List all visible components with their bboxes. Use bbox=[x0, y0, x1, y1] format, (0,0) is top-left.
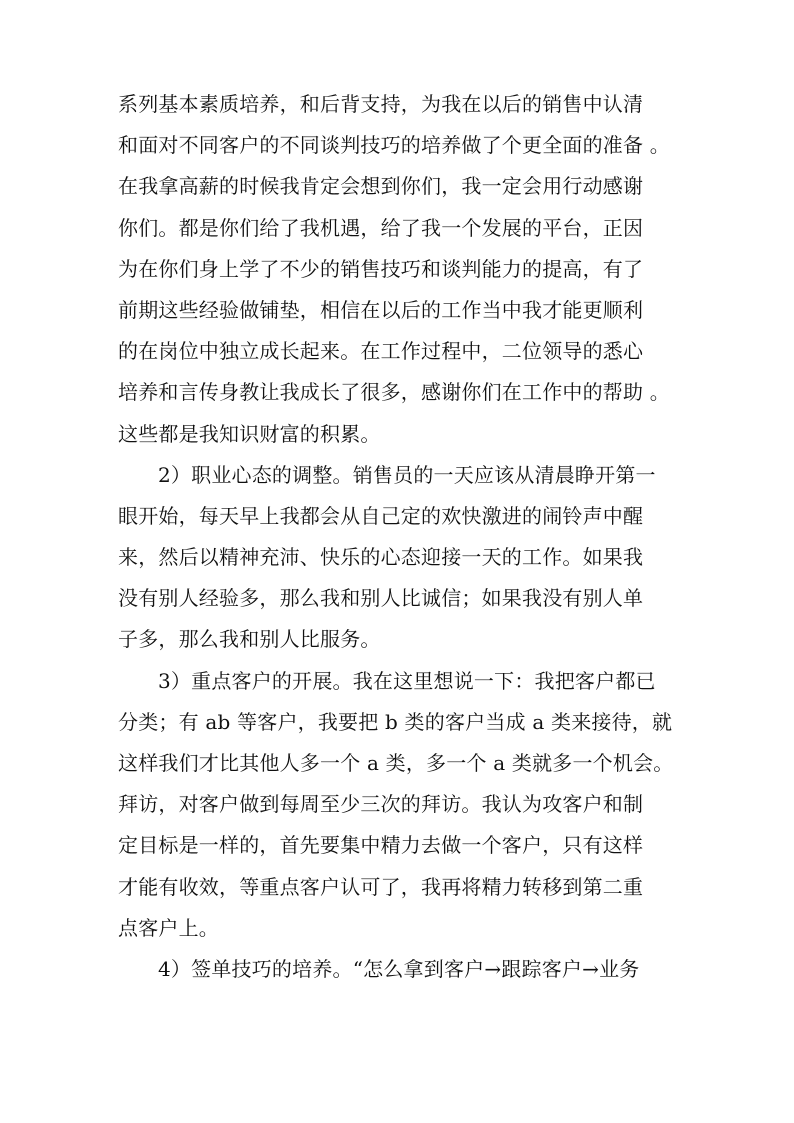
text-line: 点客户上。 bbox=[118, 915, 219, 940]
text-line: 没有别人经验多，那么我和别人比诚信；如果我没有别人单 bbox=[118, 586, 644, 611]
text-line: 这样我们才比其他人多一个 a 类，多一个 a 类就多一个机会。 bbox=[118, 751, 674, 775]
text-line: 分类；有 ab 等客户，我要把 b 类的客户当成 a 类来接待，就 bbox=[118, 709, 673, 734]
text-line: 你们。都是你们给了我机遇，给了我一个发展的平台，正因 bbox=[118, 215, 644, 240]
text-line: 前期这些经验做铺垫，相信在以后的工作当中我才能更顺利 bbox=[118, 297, 644, 322]
text-line: 才能有收效，等重点客户认可了，我再将精力转移到第二重 bbox=[118, 874, 644, 899]
text-line: 在我拿高薪的时候我肯定会想到你们，我一定会用行动感谢 bbox=[118, 174, 644, 199]
text-line: 眼开始，每天早上我都会从自己定的欢快激进的闹铃声中醒 bbox=[118, 503, 644, 528]
text-line: 拜访，对客户做到每周至少三次的拜访。我认为攻客户和制 bbox=[118, 792, 644, 817]
text-line: 的在岗位中独立成长起来。在工作过程中，二位领导的悉心 bbox=[118, 339, 644, 364]
text-line: 系列基本素质培养，和后背支持，为我在以后的销售中认清 bbox=[118, 92, 644, 116]
text-line: 子多，那么我和别人比服务。 bbox=[118, 627, 381, 652]
text-line: 这些都是我知识财富的积累。 bbox=[118, 421, 381, 446]
paragraph-3-heading-line: 3）重点客户的开展。我在这里想说一下：我把客户都已 bbox=[158, 668, 656, 693]
paragraph-2-heading-line: 2）职业心态的调整。销售员的一天应该从清晨睁开第一 bbox=[158, 462, 656, 487]
text-line: 培养和言传身教让我成长了很多，感谢你们在工作中的帮助 。 bbox=[118, 380, 670, 405]
text-line: 来，然后以精神充沛、快乐的心态迎接一天的工作。如果我 bbox=[118, 545, 644, 570]
paragraph-4-heading-line: 4）签单技巧的培养。“怎么拿到客户→跟踪客户→业务 bbox=[158, 956, 640, 981]
text-line: 为在你们身上学了不少的销售技巧和谈判能力的提高，有了 bbox=[118, 256, 644, 281]
text-line: 定目标是一样的，首先要集中精力去做一个客户，只有这样 bbox=[118, 833, 644, 858]
text-line: 和面对不同客户的不同谈判技巧的培养做了个更全面的准备 。 bbox=[118, 133, 670, 158]
body-text bbox=[118, 84, 718, 990]
